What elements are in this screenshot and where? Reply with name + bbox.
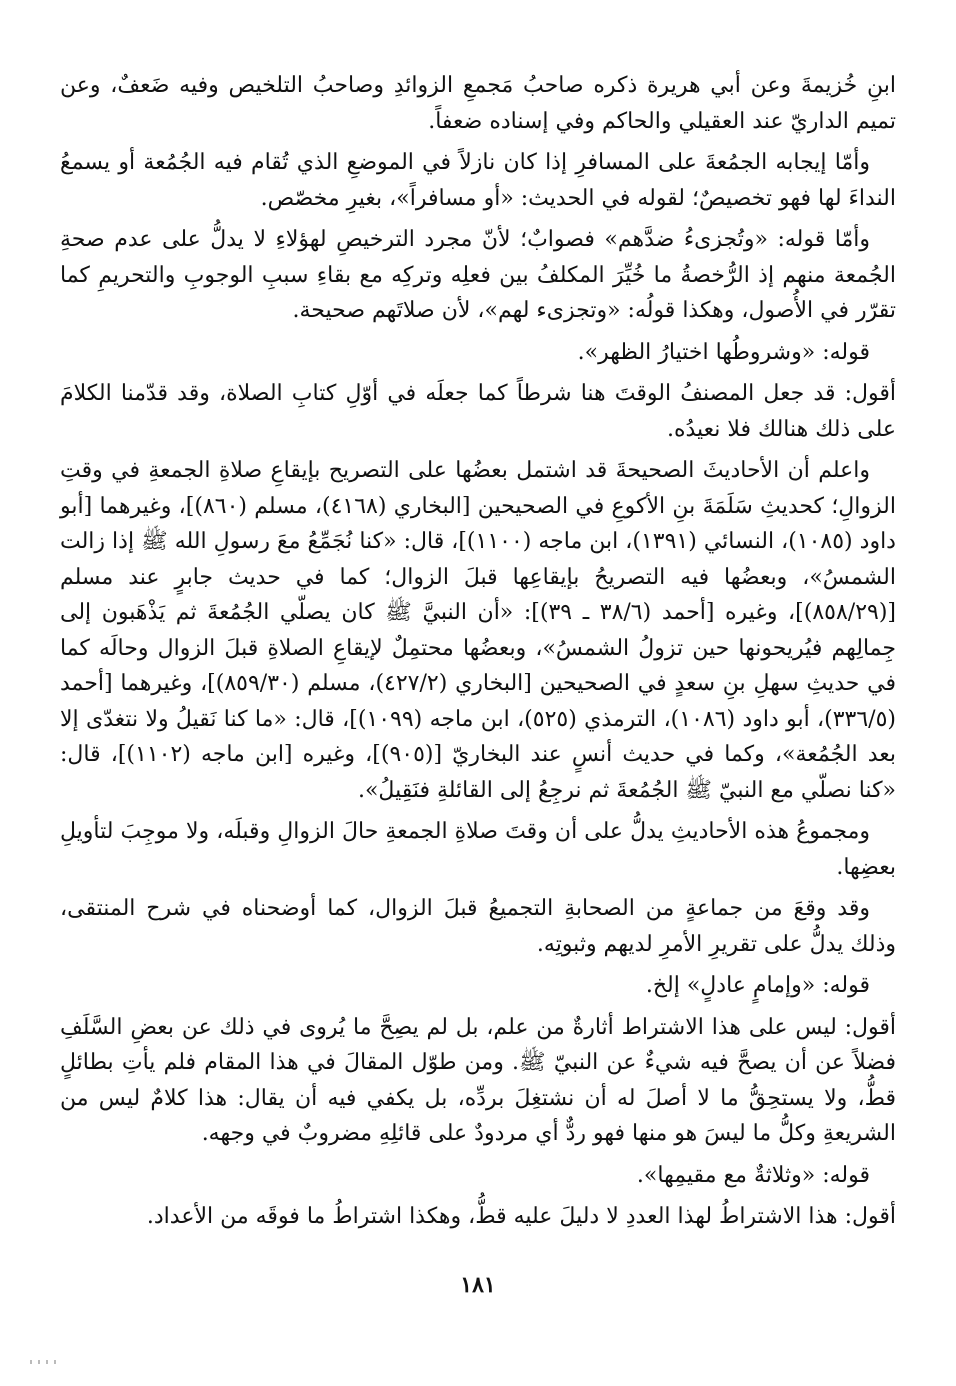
document-body	[60, 68, 896, 1241]
paragraph-1: ابنِ خُزيمةَ وعن أبي هريرة ذكره صاحبُ مَجمعِ الزوائدِ وصاحبُ التلخيص وفيه ضَعفٌ، وعن تميم الداريّ عند العقيلي والحاكم وفي إسناده ضعفاً.	[60, 73, 896, 134]
paragraph-10: أقول: ليس على هذا الاشتراط أثارةٌ من علم، بل لم يصِحَّ ما يُروى في ذلك عن بعضِ السَّلَفِ فضلاً عن أن يصحَّ فيه شيءٌ عن النبيّ ﷺ. ومن طوّل المقالَ في هذا المقام فلم يأتِ بطائلٍ قطُّ، ولا يستحِقُّ ما لا أصلَ له أن نشتغِلَ بردِّه، بل يكفي فيه أن يقال: هذا كلامٌ ليس من الشريعةِ وكلُّ ما ليسَ هو منها فهو ردٌّ أي مردودٌ على قائلِهِ مضروبٌ في وجهه.	[60, 1014, 896, 1146]
paragraph-2: وأمّا إيجابه الجمُعةَ على المسافرِ إذا كان نازلاً في الموضعِ الذي تُقام فيه الجُمُعة أو يسمعُ النداءَ لها فهو تخصيصٌ؛ لقوله في الحديث: «أو مسافراً»، بغيرِ مخصّص.	[60, 150, 896, 211]
paragraph-11: قوله: «وثلاثةٌ مع مقيمِها».	[636, 1162, 870, 1188]
paragraph-6: واعلم أن الأحاديثَ الصحيحةَ قد اشتمل بعضُها على التصريح بإيقاعِ صلاةِ الجمعةِ في وقتِ الزوالِ؛ كحديثِ سَلَمَةَ بنِ الأكوعِ في الصحيحين [البخاري (٤١٦٨)، مسلم (٨٦٠)]، وغيرهما [أبو داود (١٠٨٥)، النسائي (١٣٩١)، ابن ماجه (١١٠٠)]، قال: «كنا نُجَمِّعُ معَ رسولِ الله ﷺ إذا زالت الشمسُ»، وبعضُها فيه التصريحُ بإيقاعِها قبلَ الزوال؛ كما في حديث جابرٍ عند مسلم [(٨٥٨/٢٩)]، وغيره [أحمد (٣٨/٦ ـ ٣٩)]: «أن النبيَّ ﷺ كان يصلّي الجُمُعةَ ثم يَذْهَبون إلى جِمالِهم فيُريحونها حين تزولُ الشمسُ»، وبعضُها محتمِلٌ لإيقاعِ الصلاةِ قبلَ الزوال وحالَه كما في حديثِ سهلِ بنِ سعدٍ في الصحيحين [البخاري (٤٢٧/٢)، مسلم (٨٥٩/٣٠)]، وغيرهما [أحمد (٣٣٦/٥)، أبو داود (١٠٨٦)، الترمذي (٥٢٥)، ابن ماجه (١٠٩٩)]، قال: «ما كنا نَقيلُ ولا نتغدّى إلا بعد الجُمُعة»، وكما في حديث أنسٍ عند البخاريّ [(٩٠٥)]، وغيره [ابن ماجه (١١٠٢)]، قال: «كنا نصلّي مع النبيّ ﷺ الجُمُعةَ ثم نرجِعُ إلى القائلةِ فنَقِيلُ».	[60, 458, 896, 803]
paragraph-3: وأمّا قوله: «وتُجزىءُ ضدَّهم» فصوابٌ؛ لأنّ مجرد الترخيصِ لهؤلاءِ لا يدلُّ على عدم صحةِ الجُمعة منهم إذ الرُّخصةُ ما خُيِّرَ المكلفُ بين فعلِه وتركِه مع بقاءِ سببِ الوجوبِ والتحريمِ كما تقرّر في الأُصول، وهكذا قولُه: «وتجزىء لهم»، لأن صلاتَهم صحيحة.	[60, 227, 896, 323]
paragraph-4: قوله: «وشروطُها اختيارُ الظهر».	[577, 339, 870, 365]
paragraph-9: قوله: «وإمامٍ عادلٍ» إلخ.	[645, 973, 870, 998]
paragraph-5: أقول: قد جعل المصنفُ الوقتَ هنا شرطاً كما جعلَه في أوّلِ كتابِ الصلاة، وقد قدّمنا الكلامَ على ذلك هنالك فلا نعيدُه.	[60, 381, 896, 442]
page-number: ١٨١	[460, 1272, 496, 1298]
scan-margin-dots	[30, 1360, 60, 1364]
paragraph-8: وقد وقعَ من جماعةٍ من الصحابةِ التجميعُ قبلَ الزوال، كما أوضحناه في شرح المنتقى، وذلك يدلُّ على تقريرِ الأمرِ لديهم وثبوتِه.	[60, 896, 896, 957]
paragraph-12: أقول: هذا الاشتراطُ لهذا العددِ لا دليلَ عليه قطُّ، وهكذا اشتراطُ ما فوقَه من الأعداد.	[146, 1204, 896, 1229]
paragraph-7: ومجموعُ هذه الأحاديثِ يدلُّ على أن وقتَ صلاةِ الجمعةِ حالَ الزوالِ وقبلَه، ولا موجِبَ لتأويلِ بعضِها.	[60, 819, 896, 880]
